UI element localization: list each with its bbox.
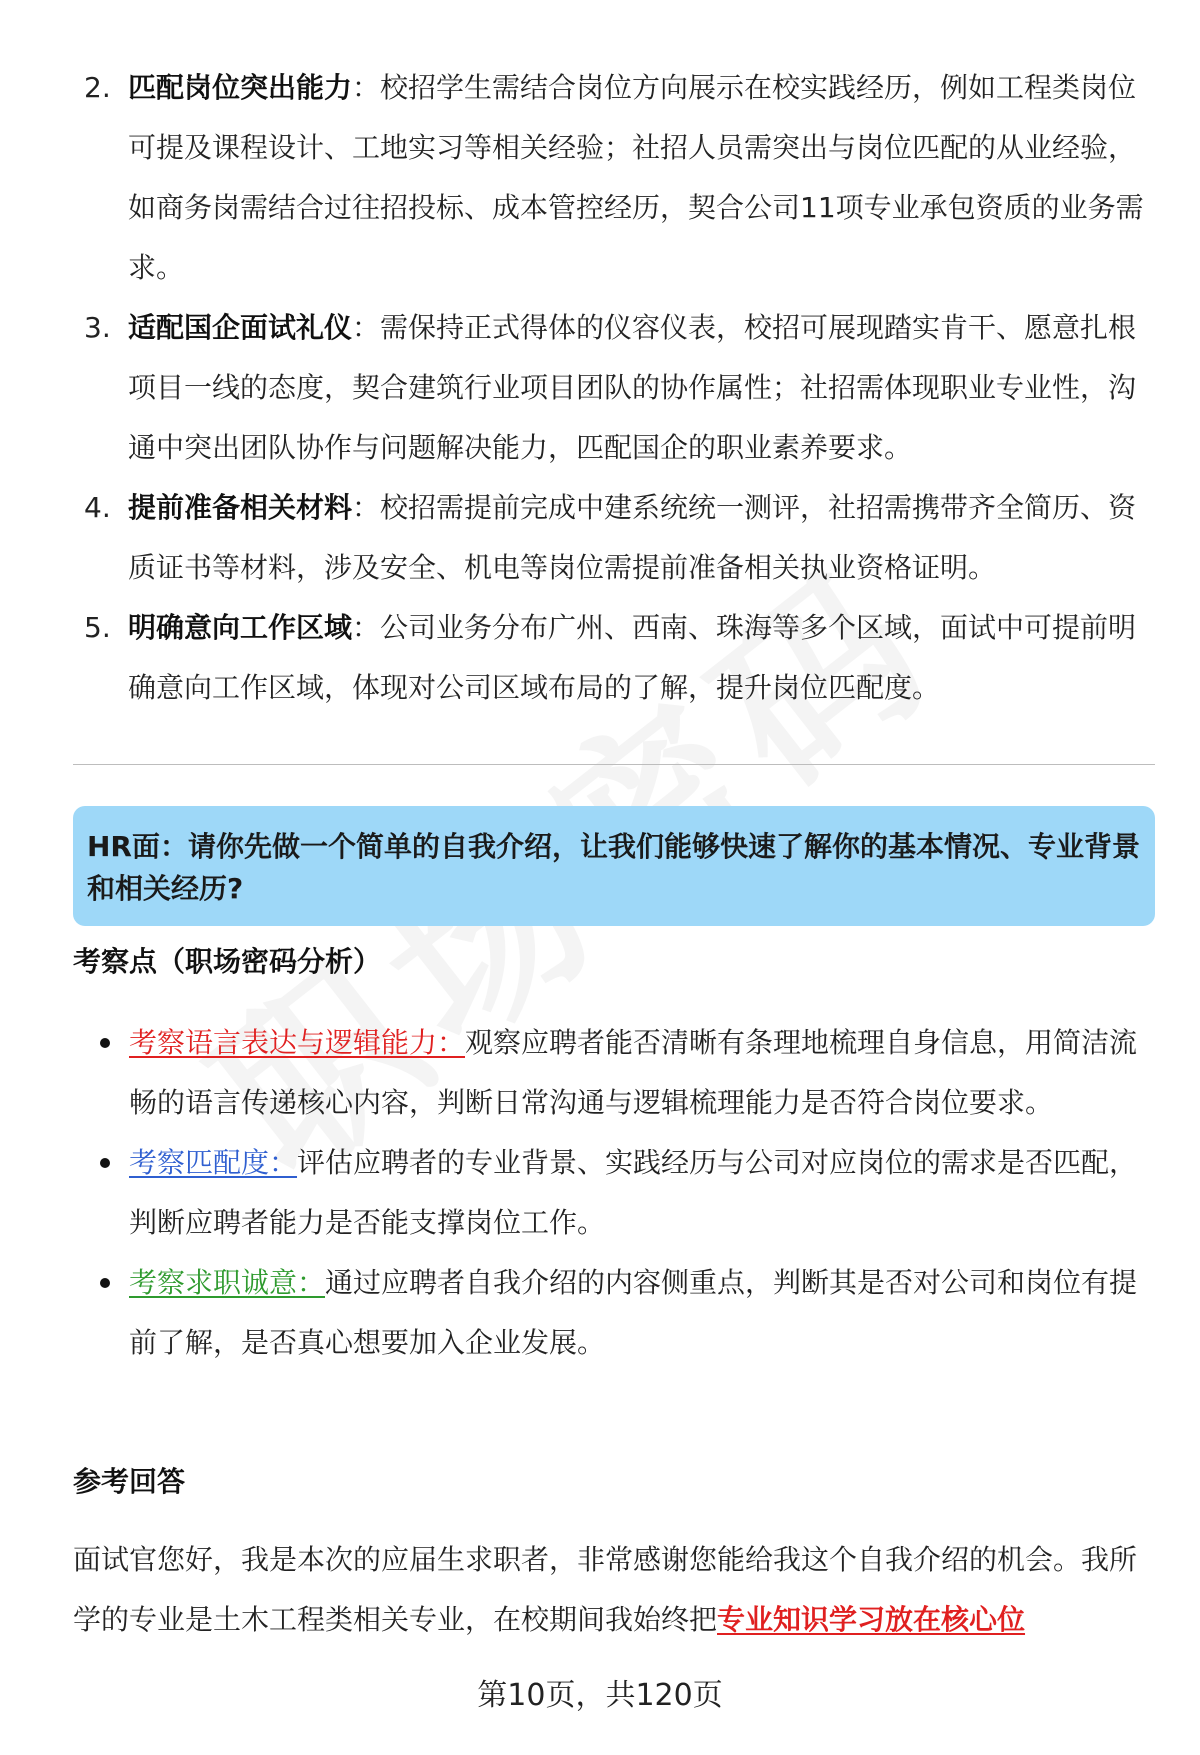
point-label: 考察求职诚意：	[129, 1266, 326, 1299]
point-text: 通过应聘者自我介绍的内容侧重点，判断其是否对公司和岗位有提前了解，是否真心想要加入企业发展。	[129, 1266, 1138, 1359]
list-number: 4.	[84, 491, 111, 524]
answer-heading: 参考回答	[73, 1465, 186, 1498]
list-item-title: 适配国企面试礼仪	[128, 311, 353, 344]
page-footer: 第10页，共120页	[477, 1678, 723, 1713]
points-list	[100, 1013, 1160, 1373]
point-text: 观察应聘者能否清晰有条理地梳理自身信息，用简洁流畅的语言传递核心内容，判断日常沟通与逻辑梳理能力是否符合岗位要求。	[129, 1026, 1138, 1119]
list-number: 3.	[84, 311, 111, 344]
points-heading: 考察点（职场密码分析）	[73, 945, 382, 978]
answer-paragraph	[73, 1530, 1163, 1650]
point-item	[100, 1133, 1160, 1253]
bullet-icon	[100, 1038, 110, 1048]
bullet-icon	[100, 1278, 110, 1288]
question-text: HR面：请你先做一个简单的自我介绍，让我们能够快速了解你的基本情况、专业背景和相关经历?	[87, 830, 1140, 905]
answer-emphasis: 专业知识学习放在核心位	[717, 1603, 1026, 1636]
list-item-text: ：校招学生需结合岗位方向展示在校实践经历，例如工程类岗位可提及课程设计、工地实习等相关经验；社招人员需突出与岗位匹配的从业经验，如商务岗需结合过往招投标、成本管控经历，契合公司11项专业承包资质的业务需求。	[128, 71, 1144, 284]
list-item-title: 提前准备相关材料	[128, 491, 353, 524]
point-item	[100, 1013, 1160, 1133]
list-item	[78, 58, 1158, 298]
point-label: 考察语言表达与逻辑能力：	[129, 1026, 466, 1059]
list-item-text: ：需保持正式得体的仪容仪表，校招可展现踏实肯干、愿意扎根项目一线的态度，契合建筑行业项目团队的协作属性；社招需体现职业专业性，沟通中突出团队协作与问题解决能力，匹配国企的职业素养要求。	[128, 311, 1137, 464]
point-label: 考察匹配度：	[129, 1146, 298, 1179]
numbered-list	[78, 58, 1158, 718]
list-item	[78, 598, 1158, 718]
list-item	[78, 298, 1158, 478]
list-item-title: 匹配岗位突出能力	[128, 71, 353, 104]
answer-text: 面试官您好，我是本次的应届生求职者，非常感谢您能给我这个自我介绍的机会。我所学的专业是土木工程类相关专业，在校期间我始终把	[73, 1543, 1138, 1636]
list-item	[78, 478, 1158, 598]
list-item-title: 明确意向工作区域	[128, 611, 353, 644]
list-item-text: ：公司业务分布广州、西南、珠海等多个区域，面试中可提前明确意向工作区域，体现对公司区域布局的了解，提升岗位匹配度。	[128, 611, 1137, 704]
question-box	[73, 806, 1155, 926]
list-number: 5.	[84, 611, 111, 644]
point-text: 评估应聘者的专业背景、实践经历与公司对应岗位的需求是否匹配，判断应聘者能力是否能支撑岗位工作。	[129, 1146, 1138, 1239]
bullet-icon	[100, 1158, 110, 1168]
section-divider	[73, 764, 1155, 765]
list-item-text: ：校招需提前完成中建系统统一测评，社招需携带齐全简历、资质证书等材料，涉及安全、机电等岗位需提前准备相关执业资格证明。	[128, 491, 1137, 584]
list-number: 2.	[84, 71, 111, 104]
point-item	[100, 1253, 1160, 1373]
